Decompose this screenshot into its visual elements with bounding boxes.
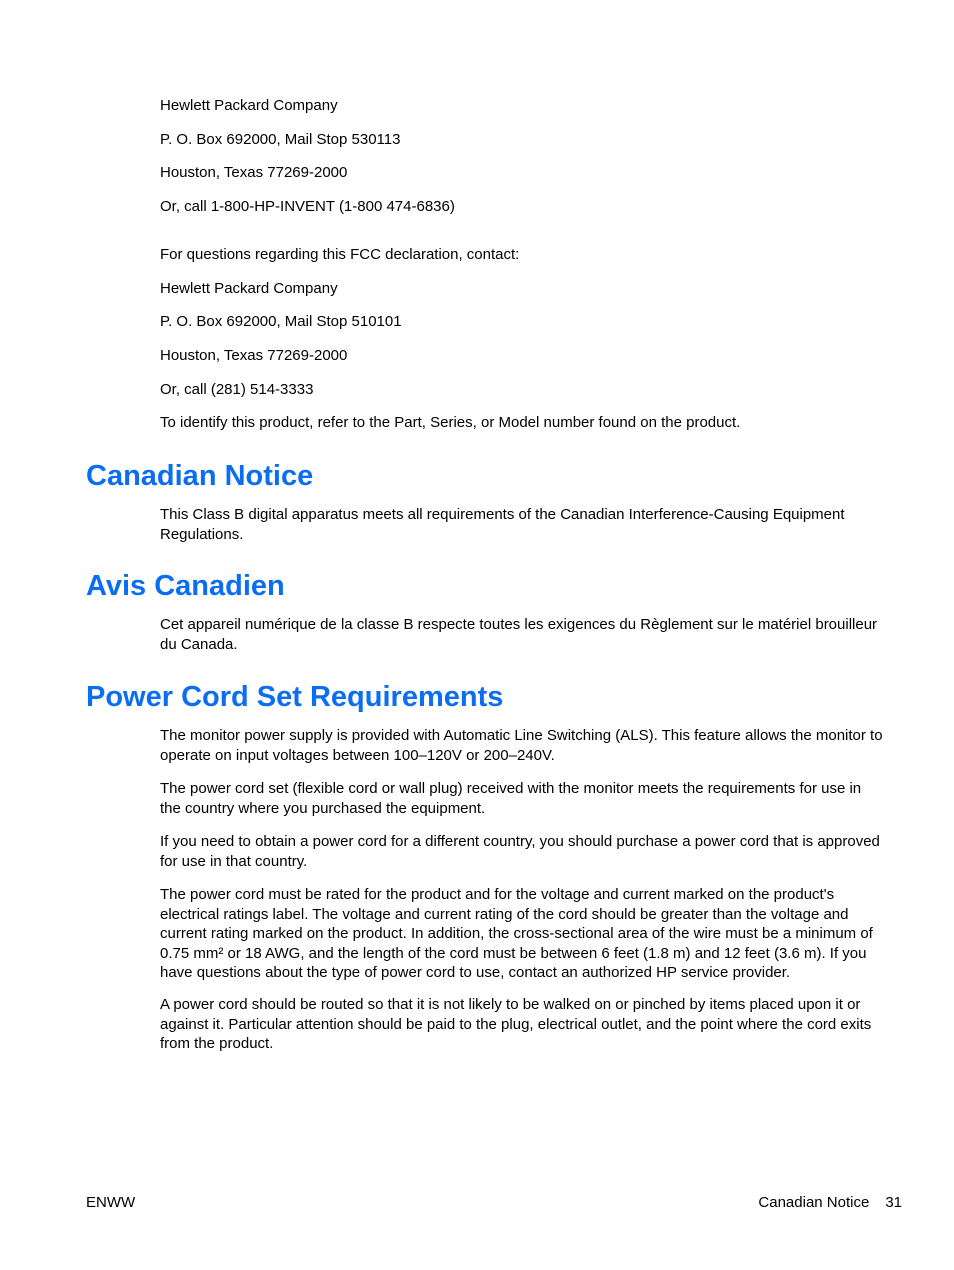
canadian-notice-heading: Canadian Notice [86, 460, 314, 492]
address1-company: Hewlett Packard Company [160, 97, 338, 114]
power-cord-paragraph-2: The power cord set (flexible cord or wall plug) received with the monitor meets the requirements for use in the country where you purchased the equipment. [160, 780, 862, 817]
power-cord-paragraph-5: A power cord should be routed so that it is not likely to be walked on or pinched by items placed upon it or against it. Particular attention should be paid to the plug, electrical outlet, and the point where the cord exits from the product. [160, 996, 872, 1052]
fcc-contact-intro: For questions regarding this FCC declaration, contact: [160, 246, 520, 263]
fcc-contact-phone: Or, call (281) 514-3333 [160, 381, 314, 398]
identify-product-text: To identify this product, refer to the Part, Series, or Model number found on the product. [160, 414, 741, 431]
footer-right [758, 1193, 902, 1212]
footer-section-title: Canadian Notice [758, 1194, 870, 1211]
power-cord-paragraph-4: The power cord must be rated for the product and for the voltage and current marked on the product's electrical ratings label. The voltage and current rating of the cord should be greater than the voltage and current rating marked on the product. In addition, the cross-sectional area of the wire must be a minimum of 0.75 mm² or 18 AWG, and the length of the cord must be between 6 feet (1.8 m) and 12 feet (3.6 m). If you have questions about the type of power cord to use, contact an authorized HP service provider. [160, 886, 873, 981]
avis-canadien-heading: Avis Canadien [86, 570, 285, 602]
footer-enww: ENWW [86, 1194, 136, 1211]
power-cord-heading: Power Cord Set Requirements [86, 681, 504, 713]
fcc-contact-city: Houston, Texas 77269-2000 [160, 347, 348, 364]
fcc-contact-company: Hewlett Packard Company [160, 280, 338, 297]
address1-city: Houston, Texas 77269-2000 [160, 164, 348, 181]
fcc-contact-po-box: P. O. Box 692000, Mail Stop 510101 [160, 313, 402, 330]
address1-phone: Or, call 1-800-HP-INVENT (1-800 474-6836) [160, 198, 455, 215]
canadian-notice-body: This Class B digital apparatus meets all requirements of the Canadian Interference-Causing Equipment Regulations. [160, 506, 845, 543]
page-number: 31 [885, 1194, 902, 1211]
power-cord-paragraph-3: If you need to obtain a power cord for a different country, you should purchase a power cord that is approved for use in that country. [160, 833, 880, 870]
avis-canadien-body: Cet appareil numérique de la classe B respecte toutes les exigences du Règlement sur le matériel brouilleur du Canada. [160, 616, 878, 653]
power-cord-paragraph-1: The monitor power supply is provided with Automatic Line Switching (ALS). This feature allows the monitor to operate on input voltages between 100–120V or 200–240V. [160, 727, 883, 764]
address1-po-box: P. O. Box 692000, Mail Stop 530113 [160, 131, 401, 148]
